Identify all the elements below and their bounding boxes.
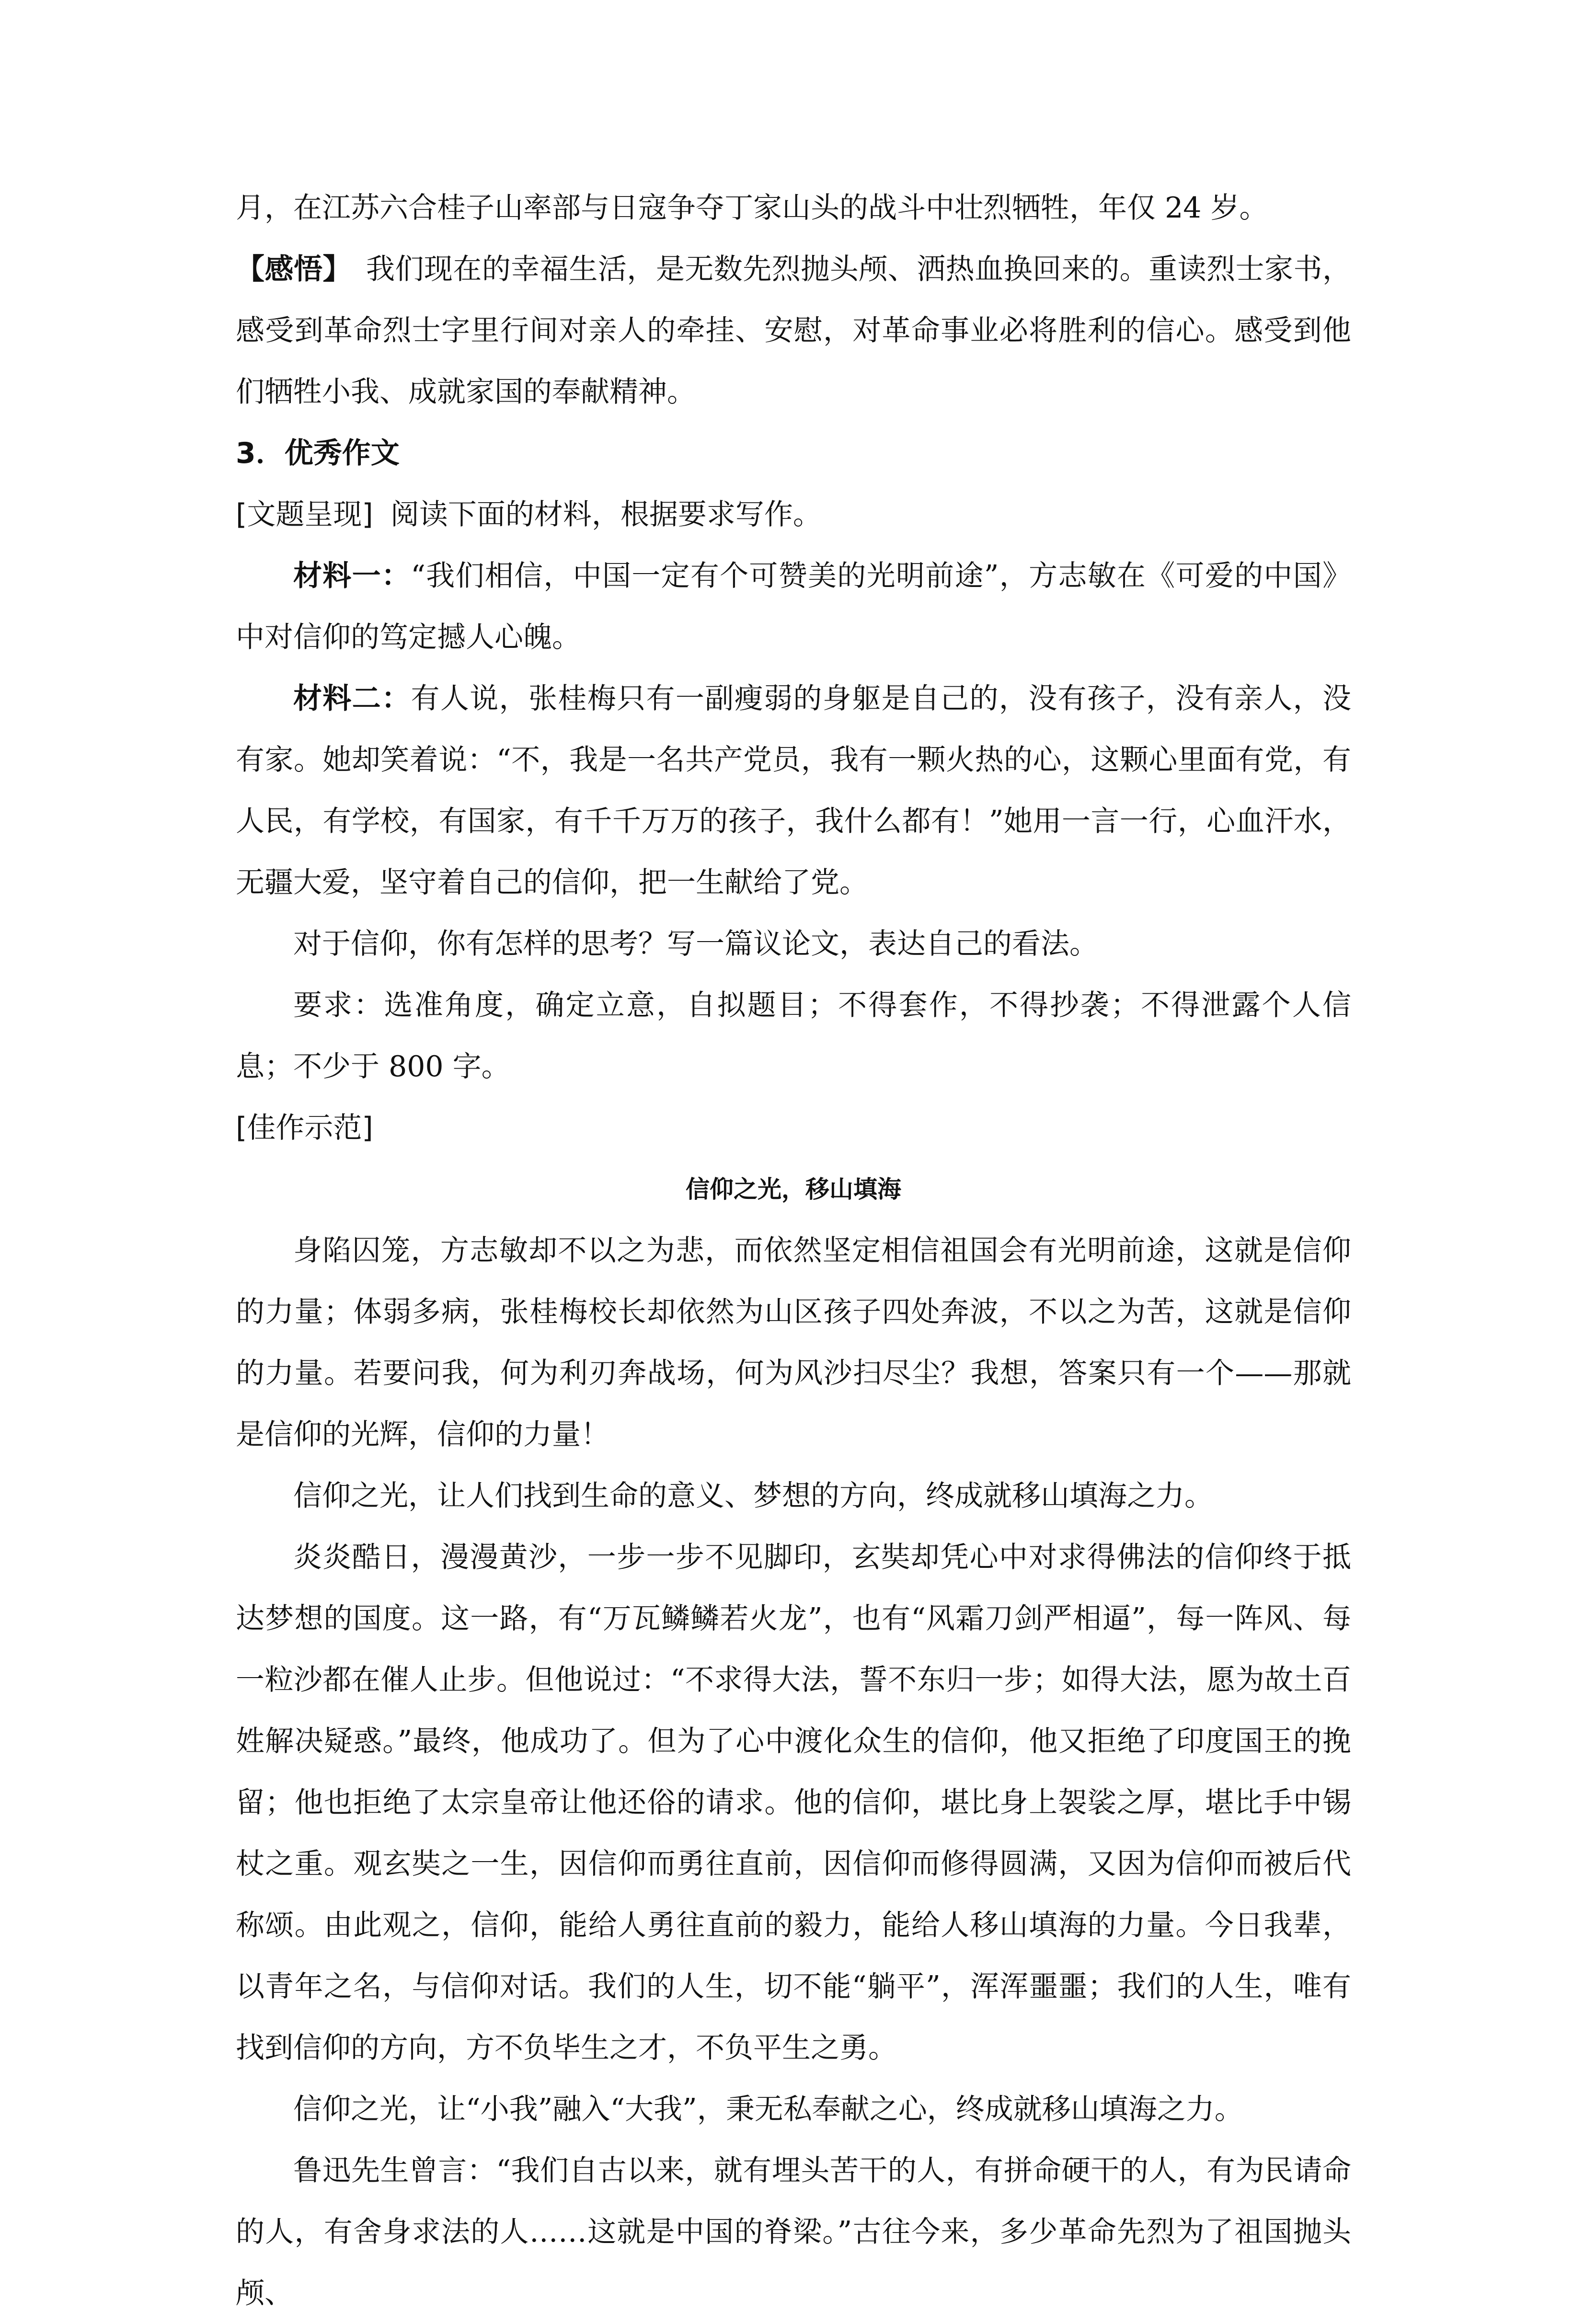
- ganwu-text: 我们现在的幸福生活，是无数先烈抛头颅、洒热血换回来的。重读烈士家书，感受到革命烈士字里行间对亲人的牵挂、安慰，对革命事业必将胜利的信心。感受到他们牺牲小我、成就家国的奉献精神。: [236, 253, 1352, 409]
- essay-paragraph: 炎炎酷日，漫漫黄沙，一步一步不见脚印，玄奘却凭心中对求得佛法的信仰终于抵达梦想的国度。这一路，有“万瓦鳞鳞若火龙”，也有“风霜刀剑严相逼”，每一阵风、每一粒沙都在催人止步。但他说过：“不求得大法，誓不东归一步；如得大法，愿为故土百姓解决疑惑。”最终，他成功了。但为了心中渡化众生的信仰，他又拒绝了印度国王的挽留；他也拒绝了太宗皇帝让他还俗的请求。他的信仰，堪比身上袈裟之厚，堪比手中锡杖之重。观玄奘之一生，因信仰而勇往直前，因信仰而修得圆满，又因为信仰而被后代称颂。由此观之，信仰，能给人勇往直前的毅力，能给人移山填海的力量。今日我辈，以青年之名，与信仰对话。我们的人生，切不能“躺平”，浑浑噩噩；我们的人生，唯有找到信仰的方向，方不负毕生之才，不负平生之勇。: [236, 1541, 1351, 2065]
- paragraph-question: 对于信仰，你有怎样的思考？写一篇议论文，表达自己的看法。: [293, 927, 1098, 961]
- jiazuo-label: [佳作示范]: [236, 1111, 373, 1145]
- paragraph-cailiao2: [236, 668, 1351, 913]
- paragraph-continuation: [236, 177, 1351, 239]
- cailiao2-label: 材料二：: [293, 682, 411, 715]
- paragraph-ganwu: [236, 239, 1351, 423]
- section-heading: 3．优秀作文: [236, 437, 400, 470]
- document-body: [236, 177, 1351, 2324]
- essay-paragraph: 信仰之光，让人们找到生命的意义、梦想的方向，终成就移山填海之力。: [293, 1479, 1213, 1513]
- wenti-text: 阅读下面的材料，根据要求写作。: [390, 498, 822, 531]
- cailiao1-label: 材料一：: [293, 559, 411, 593]
- essay-paragraph: 身陷囚笼，方志敏却不以之为悲，而依然坚定相信祖国会有光明前途，这就是信仰的力量；体弱多病，张桂梅校长却依然为山区孩子四处奔波，不以之为苦，这就是信仰的力量。若要问我，何为利刃奔战场，何为风沙扫尽尘？我想，答案只有一个——那就是信仰的光辉，信仰的力量！: [236, 1234, 1351, 1451]
- cailiao2-text: 有人说，张桂梅只有一副瘦弱的身躯是自己的，没有孩子，没有亲人，没有家。她却笑着说：“不，我是一名共产党员，我有一颗火热的心，这颗心里面有党，有人民，有学校，有国家，有千千万万的孩子，我什么都有！”她用一言一行，心血汗水，无疆大爱，坚守着自己的信仰，把一生献给了党。: [236, 682, 1352, 899]
- ganwu-label: 【感悟】: [236, 253, 352, 286]
- essay-paragraph: 鲁迅先生曾言：“我们自古以来，就有埋头苦干的人，有拼命硬干的人，有为民请命的人，有舍身求法的人……这就是中国的脊梁。”古往今来，多少革命先烈为了祖国抛头颅、: [236, 2154, 1351, 2310]
- paragraph-requirement: 要求：选准角度，确定立意，自拟题目；不得套作，不得抄袭；不得泄露个人信息；不少于 800 字。: [236, 989, 1351, 1083]
- essay-title: 信仰之光，移山填海: [686, 1175, 901, 1203]
- paragraph-cailiao1: [236, 545, 1351, 668]
- wenti-label: [文题呈现]: [236, 498, 373, 531]
- cailiao1-text: “我们相信，中国一定有个可赞美的光明前途”，方志敏在《可爱的中国》中对信仰的笃定撼人心魄。: [236, 559, 1351, 654]
- essay-paragraph: 信仰之光，让“小我”融入“大我”，秉无私奉献之心，终成就移山填海之力。: [293, 2093, 1243, 2126]
- paragraph-text: 月，在江苏六合桂子山率部与日寇争夺丁家山头的战斗中壮烈牺牲，年仅 24 岁。: [236, 191, 1268, 225]
- paragraph-wenti: [236, 484, 1351, 545]
